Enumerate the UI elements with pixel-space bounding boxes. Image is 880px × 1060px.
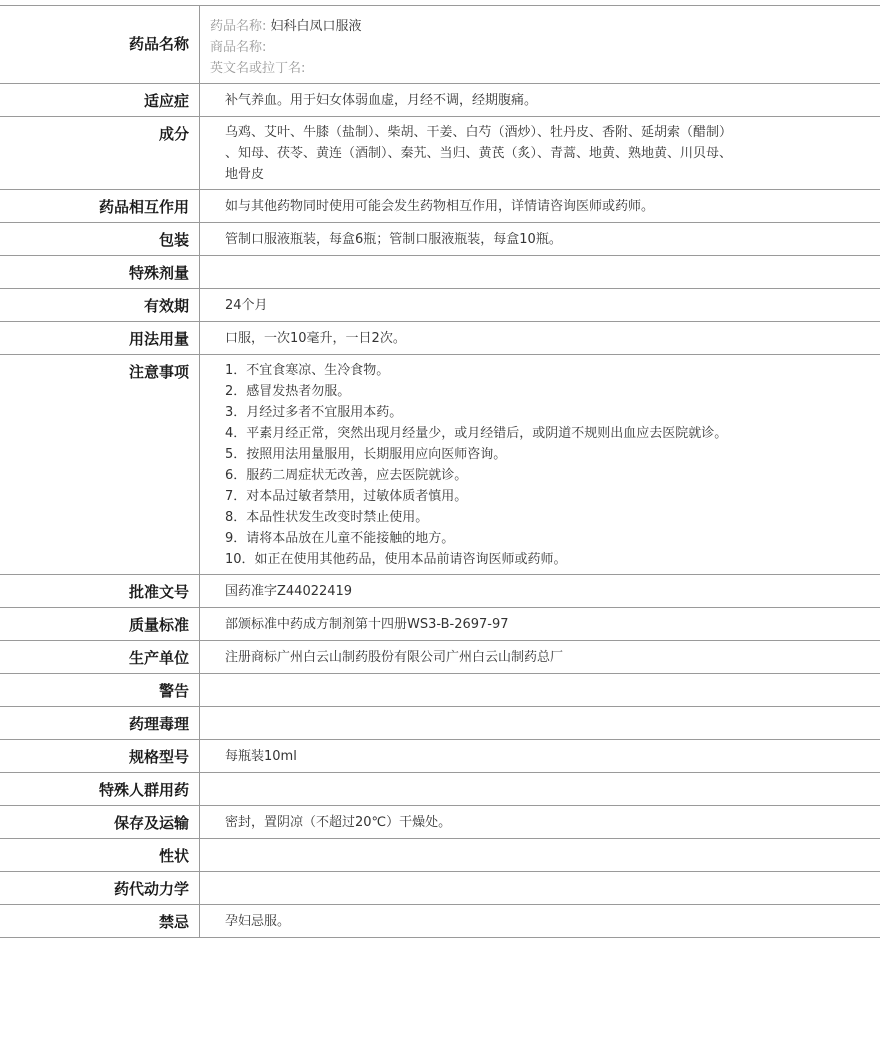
row-label: 批准文号	[0, 575, 200, 607]
row-approval	[0, 575, 880, 608]
note-item: 2．感冒发热者勿服。	[225, 384, 351, 399]
row-pharmacology	[0, 707, 880, 740]
product-name-prefix: 商品名称:	[210, 40, 267, 55]
row-value	[200, 6, 880, 83]
row-value	[200, 773, 880, 805]
row-value: 每瓶装10ml	[225, 749, 297, 764]
row-value: 孕妇忌服。	[225, 914, 291, 929]
row-label: 药品名称	[0, 6, 200, 83]
row-storage	[0, 806, 880, 839]
row-warning	[0, 674, 880, 707]
row-value: 补气养血。用于妇女体弱血虚，月经不调，经期腹痛。	[225, 93, 538, 108]
drug-name-prefix: 药品名称:	[210, 19, 267, 34]
note-item: 6．服药二周症状无改善，应去医院就诊。	[225, 468, 468, 483]
row-indication	[0, 84, 880, 117]
row-value: 密封，置阴凉（不超过20℃）干燥处。	[225, 815, 452, 830]
row-label: 注意事项	[0, 355, 200, 574]
row-value: 如与其他药物同时使用可能会发生药物相互作用，详情请咨询医师或药师。	[225, 199, 655, 214]
row-pharmacokinetics	[0, 872, 880, 905]
row-value	[200, 707, 880, 739]
row-value: 管制口服液瓶装，每盒6瓶；管制口服液瓶装，每盒10瓶。	[225, 232, 562, 247]
row-notes	[0, 355, 880, 575]
note-item: 1．不宜食寒凉、生冷食物。	[225, 363, 390, 378]
row-label: 特殊人群用药	[0, 773, 200, 805]
ingredients-line: 地骨皮	[225, 167, 265, 182]
row-value: 口服，一次10毫升，一日2次。	[225, 331, 406, 346]
row-contraindication	[0, 905, 880, 938]
row-package	[0, 223, 880, 256]
row-label: 适应症	[0, 84, 200, 116]
row-label: 保存及运输	[0, 806, 200, 838]
row-spec	[0, 740, 880, 773]
row-label: 包装	[0, 223, 200, 255]
note-item: 4．平素月经正常，突然出现月经量少，或月经错后，或阴道不规则出血应去医院就诊。	[225, 426, 728, 441]
row-label: 成分	[0, 117, 200, 189]
row-drug-name	[0, 6, 880, 84]
row-label: 药理毒理	[0, 707, 200, 739]
row-value: 国药准字Z44022419	[225, 584, 353, 599]
row-interaction	[0, 190, 880, 223]
row-label: 生产单位	[0, 641, 200, 673]
row-special-population	[0, 773, 880, 806]
note-item: 3．月经过多者不宜服用本药。	[225, 405, 403, 420]
row-label: 特殊剂量	[0, 256, 200, 288]
row-standard	[0, 608, 880, 641]
row-validity	[0, 289, 880, 322]
row-label: 药代动力学	[0, 872, 200, 904]
row-label: 规格型号	[0, 740, 200, 772]
note-item: 8．本品性状发生改变时禁止使用。	[225, 510, 429, 525]
row-value	[200, 256, 880, 288]
row-appearance	[0, 839, 880, 872]
drug-name-line	[210, 16, 820, 37]
ingredients-line: 、知母、茯苓、黄连（酒制）、秦艽、当归、黄芪（炙）、青蒿、地黄、熟地黄、川贝母、	[225, 146, 733, 161]
row-special-dose	[0, 256, 880, 289]
row-manufacturer	[0, 641, 880, 674]
english-name-prefix: 英文名或拉丁名:	[210, 61, 306, 76]
row-value	[200, 839, 880, 871]
row-value: 注册商标广州白云山制药股份有限公司广州白云山制药总厂	[225, 650, 564, 665]
row-value	[200, 355, 880, 574]
row-value	[200, 872, 880, 904]
row-label: 性状	[0, 839, 200, 871]
note-item: 5．按照用法用量服用，长期服用应向医师咨询。	[225, 447, 507, 462]
row-label: 警告	[0, 674, 200, 706]
row-value	[200, 117, 880, 189]
row-value	[200, 674, 880, 706]
row-label: 用法用量	[0, 322, 200, 354]
row-label: 禁忌	[0, 905, 200, 937]
row-label: 质量标准	[0, 608, 200, 640]
row-value: 部颁标准中药成方制剂第十四册WS3-B-2697-97	[225, 617, 509, 632]
row-label: 有效期	[0, 289, 200, 321]
ingredients-line: 乌鸡、艾叶、牛膝（盐制）、柴胡、干姜、白芍（酒炒）、牡丹皮、香附、延胡索（醋制）	[225, 125, 733, 140]
note-item: 10．如正在使用其他药品，使用本品前请咨询医师或药师。	[225, 552, 567, 567]
row-ingredients	[0, 117, 880, 190]
drug-info-table	[0, 5, 880, 938]
note-item: 9．请将本品放在儿童不能接触的地方。	[225, 531, 455, 546]
drug-name: 妇科白凤口服液	[270, 19, 362, 34]
row-value: 24个月	[225, 298, 268, 313]
note-item: 7．对本品过敏者禁用，过敏体质者慎用。	[225, 489, 468, 504]
row-usage	[0, 322, 880, 355]
row-label: 药品相互作用	[0, 190, 200, 222]
